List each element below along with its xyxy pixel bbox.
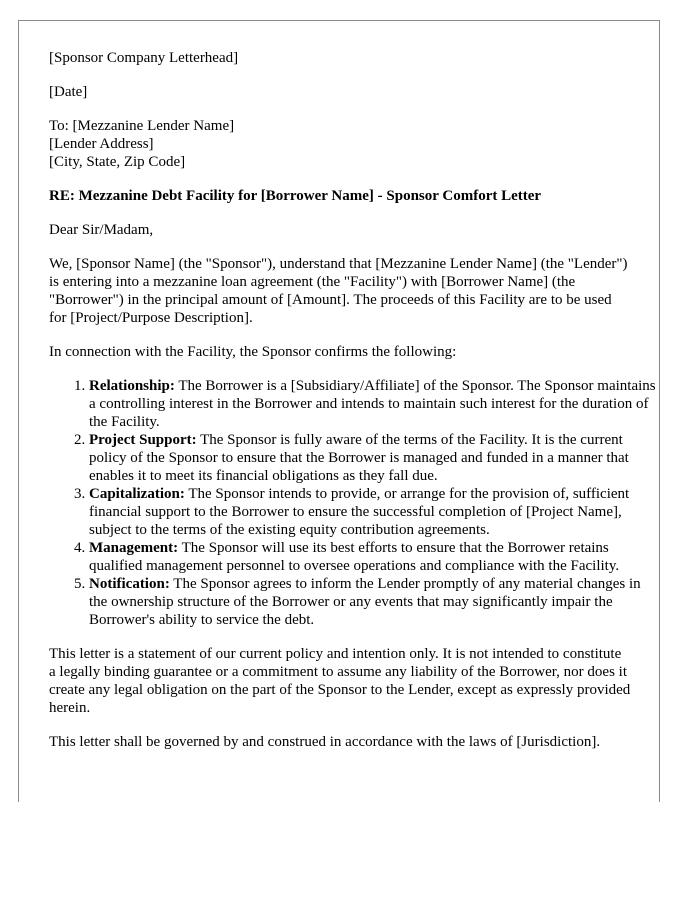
item-heading: Capitalization:	[89, 486, 185, 502]
list-item	[89, 539, 661, 575]
recipient-line-1: To: [Mezzanine Lender Name]	[49, 118, 235, 134]
confirmation-list	[49, 377, 661, 629]
disclaimer-paragraph: This letter is a statement of our current policy and intention only. It is not intended to constitute a legally binding guarantee or a commitment to assume any liability of the Borrower, nor does it create any legal obligation on the part of the Sponsor to the Lender, except as expressly provided herein.	[49, 646, 631, 716]
list-item	[89, 575, 661, 629]
confirm-paragraph: In connection with the Facility, the Sponsor confirms the following:	[49, 344, 457, 360]
list-item	[89, 485, 661, 539]
intro-paragraph: We, [Sponsor Name] (the "Sponsor"), understand that [Mezzanine Lender Name] (the "Lender") is entering into a mezzanine loan agreement (the "Facility") with [Borrower Name] (the "Borrower") in the principal amount of [Amount]. The proceeds of this Facility are to be used for [Project/Purpose Description].	[49, 256, 628, 326]
item-heading: Notification:	[89, 576, 170, 592]
list-item	[89, 377, 661, 431]
recipient-line-2: [Lender Address]	[49, 136, 154, 152]
letter-page	[18, 20, 660, 802]
item-text: The Sponsor will use its best efforts to ensure that the Borrower retains qualified management personnel to oversee operations and compliance with the Facility.	[89, 540, 620, 574]
recipient-line-3: [City, State, Zip Code]	[49, 154, 186, 170]
subject-line: RE: Mezzanine Debt Facility for [Borrower Name] - Sponsor Comfort Letter	[49, 188, 542, 204]
salutation: Dear Sir/Madam,	[49, 222, 154, 238]
item-text: The Sponsor intends to provide, or arrange for the provision of, sufficient financial support to the Borrower to ensure the successful completion of [Project Name], subject to the terms of the existing equity contribution agreements.	[89, 486, 630, 538]
list-item	[89, 431, 661, 485]
item-text: The Borrower is a [Subsidiary/Affiliate] of the Sponsor. The Sponsor maintains a controlling interest in the Borrower and intends to maintain such interest for the duration of the Facility.	[89, 378, 656, 430]
governing-law-paragraph: This letter shall be governed by and construed in accordance with the laws of [Jurisdiction].	[49, 734, 601, 750]
letter-date: [Date]	[49, 84, 88, 100]
letterhead: [Sponsor Company Letterhead]	[49, 50, 239, 66]
item-text: The Sponsor is fully aware of the terms of the Facility. It is the current policy of the Sponsor to ensure that the Borrower is managed and funded in a manner that enables it to meet its financial obligations as they fall due.	[89, 432, 629, 484]
item-heading: Project Support:	[89, 432, 197, 448]
recipient-address	[49, 117, 631, 171]
item-heading: Management:	[89, 540, 179, 556]
item-text: The Sponsor agrees to inform the Lender promptly of any material changes in the ownership structure of the Borrower or any events that may significantly impair the Borrower's ability to service the debt.	[89, 576, 641, 628]
item-heading: Relationship:	[89, 378, 175, 394]
